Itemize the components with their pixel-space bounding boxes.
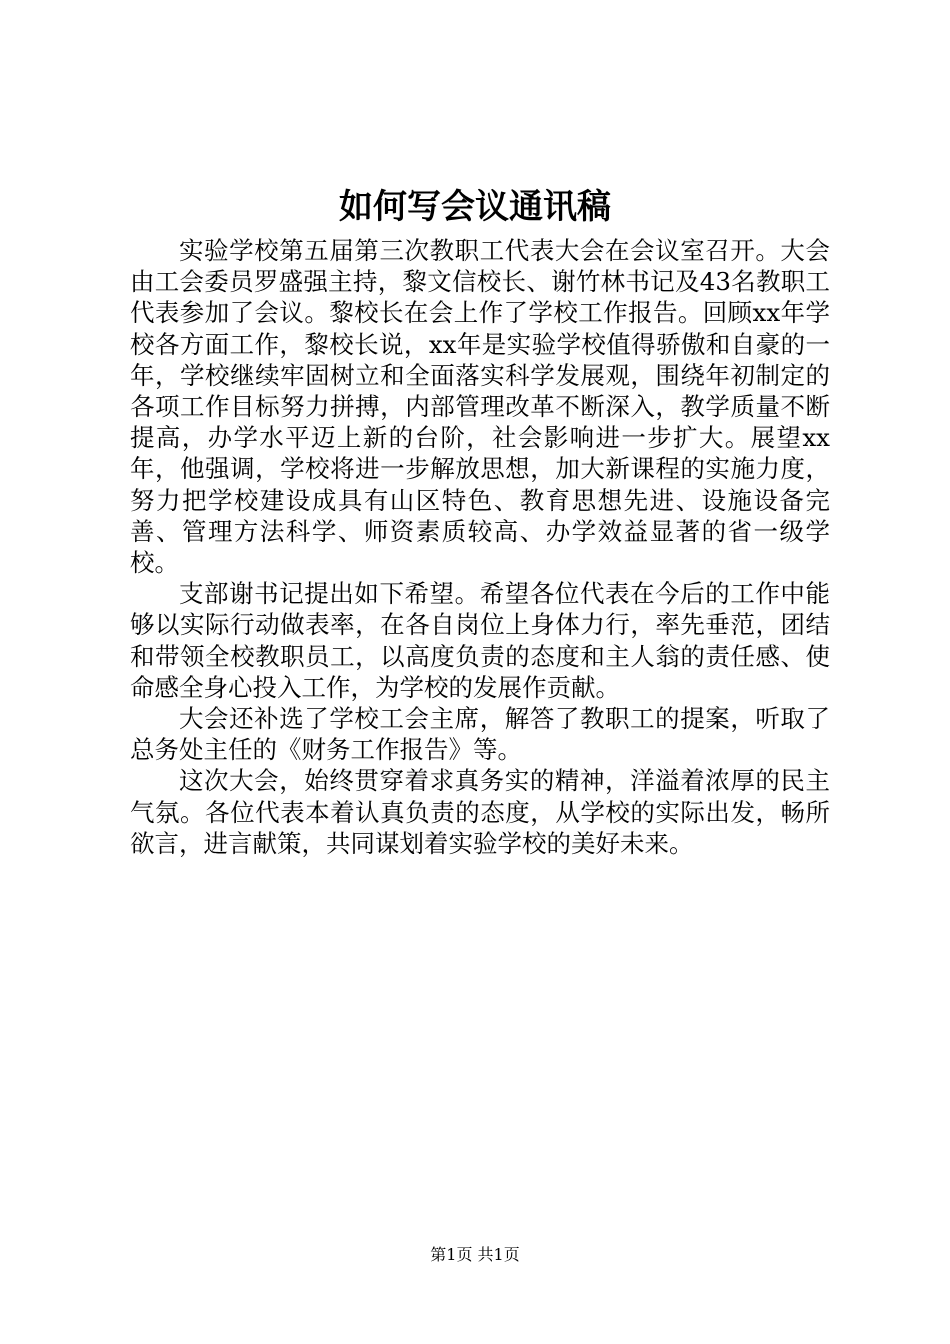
- paragraph-4: 这次大会，始终贯穿着求真务实的精神，洋溢着浓厚的民主气氛。各位代表本着认真负责的态度，从学校的实际出发，畅所欲言，进言献策，共同谋划着实验学校的美好未来。: [130, 766, 830, 858]
- document-body: [130, 235, 830, 859]
- page-footer: 第1页 共1页: [430, 1245, 520, 1264]
- document-title: 如何写会议通讯稿: [339, 187, 611, 227]
- paragraph-1: 实验学校第五届第三次教职工代表大会在会议室召开。大会由工会委员罗盛强主持，黎文信校长、谢竹林书记及43名教职工代表参加了会议。黎校长在会上作了学校工作报告。回顾xx年学校各方面工作，黎校长说，xx年是实验学校值得骄傲和自豪的一年，学校继续牢固树立和全面落实科学发展观，围绕年初制定的各项工作目标努力拼搏，内部管理改革不断深入，教学质量不断提高，办学水平迈上新的台阶，社会影响进一步扩大。展望xx年，他强调，学校将进一步解放思想，加大新课程的实施力度，努力把学校建设成具有山区特色、教育思想先进、设施设备完善、管理方法科学、师资素质较高、办学效益显著的省一级学校。: [130, 236, 830, 578]
- paragraph-3: 大会还补选了学校工会主席，解答了教职工的提案，听取了总务处主任的《财务工作报告》等。: [130, 704, 830, 765]
- paragraph-2: 支部谢书记提出如下希望。希望各位代表在今后的工作中能够以实际行动做表率，在各自岗位上身体力行，率先垂范，团结和带领全校教职员工，以高度负责的态度和主人翁的责任感、使命感全身心投入工作，为学校的发展作贡献。: [130, 579, 830, 702]
